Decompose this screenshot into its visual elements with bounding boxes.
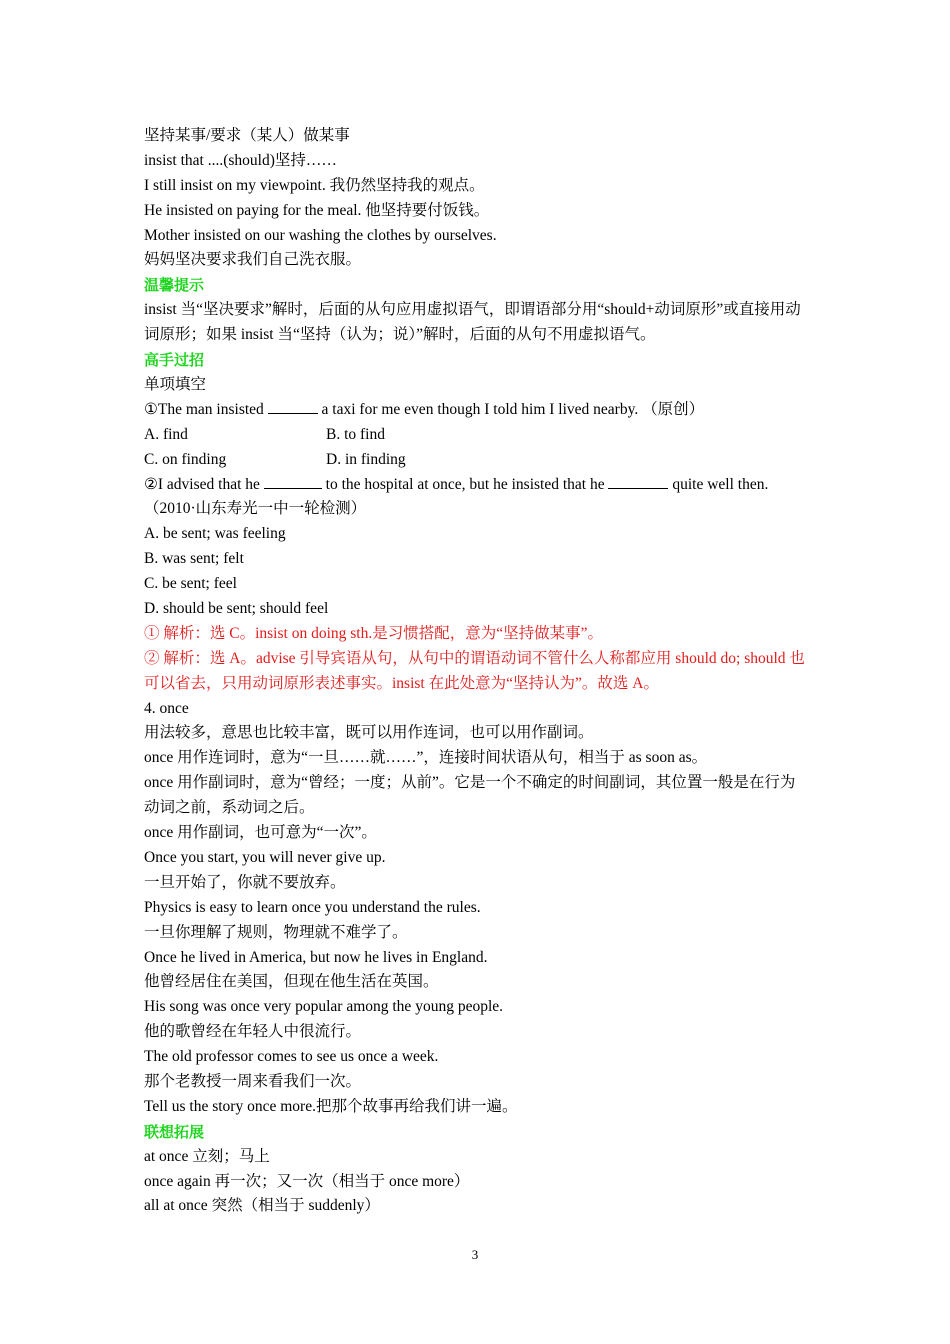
example-sentence: Once you start, you will never give up.	[144, 848, 386, 866]
answer-blank	[264, 473, 322, 489]
analysis-1: ① 解析：选 C。insist on doing sth.是习惯搭配，意为“坚持做某事”。	[144, 624, 603, 642]
tip-heading: 温馨提示	[144, 276, 205, 295]
analysis-2: ② 解析：选 A。advise 引导宾语从句，从句中的谓语动词不管什么人称都应用 should do; should 也可以省去，只用动词原形表述事实。insist 在此处意为“坚持认为”。故选 A。	[144, 649, 805, 692]
text-line: insist that ....(should)坚持……	[144, 151, 337, 169]
question-1-options-row	[144, 448, 810, 473]
extension-item: at once 立刻；马上	[144, 1147, 270, 1165]
text-line: once 用作副词，也可意为“一次”。	[144, 824, 377, 842]
example-translation: 妈妈坚决要求我们自己洗衣服。	[144, 251, 362, 269]
section-title: 4. once	[144, 699, 189, 717]
example-translation: 他曾经居住在美国，但现在他生活在英国。	[144, 973, 439, 991]
answer-blank	[268, 398, 318, 414]
example-sentence: Tell us the story once more.把那个故事再给我们讲一遍。	[144, 1097, 518, 1115]
example-translation: 他的歌曾经在年轻人中很流行。	[144, 1023, 362, 1041]
example-sentence: His song was once very popular among the young people.	[144, 998, 504, 1016]
option: B. to find	[326, 425, 385, 443]
practice-subheading: 单项填空	[144, 375, 207, 393]
tip-text: insist 当“坚决要求”解时，后面的从句应用虚拟语气，即谓语部分用“should+动词原形”或直接用动词原形；如果 insist 当“坚持（认为；说）”解时，后面的从句不用虚拟语气。	[144, 301, 801, 344]
question-1-post: a taxi for me even though I told him I lived nearby. （原创）	[317, 400, 705, 418]
option: B. was sent; felt	[144, 550, 244, 568]
text-paragraph: once 用作副词时，意为“曾经；一度；从前”。它是一个不确定的时间副词，其位置一般是在行为动词之前，系动词之后。	[144, 774, 796, 817]
question-1	[144, 398, 810, 423]
text-line: 用法较多，意思也比较丰富，既可以用作连词，也可以用作副词。	[144, 724, 594, 742]
example-translation: 一旦你理解了规则，物理就不难学了。	[144, 923, 408, 941]
extension-item: all at once 突然（相当于 suddenly）	[144, 1197, 380, 1215]
extension-heading: 联想拓展	[144, 1122, 205, 1141]
practice-heading: 高手过招	[144, 351, 205, 370]
option: D. in finding	[326, 450, 406, 468]
example-sentence: Once he lived in America, but now he lives in England.	[144, 948, 488, 966]
question-2-mid: to the hospital at once, but he insisted that he	[321, 475, 609, 493]
option: A. be sent; was feeling	[144, 525, 286, 543]
example-translation: 一旦开始了，你就不要放弃。	[144, 873, 346, 891]
answer-blank	[608, 473, 668, 489]
example-sentence: He insisted on paying for the meal. 他坚持要付饭钱。	[144, 201, 490, 219]
text-line: once 用作连词时，意为“一旦……就……”，连接时间状语从句，相当于 as soon as。	[144, 749, 708, 767]
question-1-options-row	[144, 423, 810, 448]
extension-item: once again 再一次；又一次（相当于 once more）	[144, 1172, 470, 1190]
option: C. be sent; feel	[144, 575, 237, 593]
example-sentence: Mother insisted on our washing the clothes by ourselves.	[144, 226, 497, 244]
question-2-pre: ②I advised that he	[144, 475, 264, 493]
question-2-post: quite well then.（2010·山东寿光一中一轮检测）	[144, 475, 769, 518]
example-translation: 那个老教授一周来看我们一次。	[144, 1072, 362, 1090]
option: C. on finding	[144, 450, 227, 468]
question-1-pre: ①The man insisted	[144, 400, 268, 418]
question-2	[144, 473, 810, 523]
document-body	[144, 124, 810, 1219]
text-line: 坚持某事/要求（某人）做某事	[144, 127, 350, 144]
example-sentence: I still insist on my viewpoint. 我仍然坚持我的观点。	[144, 176, 485, 194]
page-number: 3	[471, 1247, 479, 1262]
example-sentence: Physics is easy to learn once you understand the rules.	[144, 898, 481, 916]
example-sentence: The old professor comes to see us once a week.	[144, 1048, 439, 1066]
option: A. find	[144, 425, 188, 443]
option: D. should be sent; should feel	[144, 599, 329, 617]
